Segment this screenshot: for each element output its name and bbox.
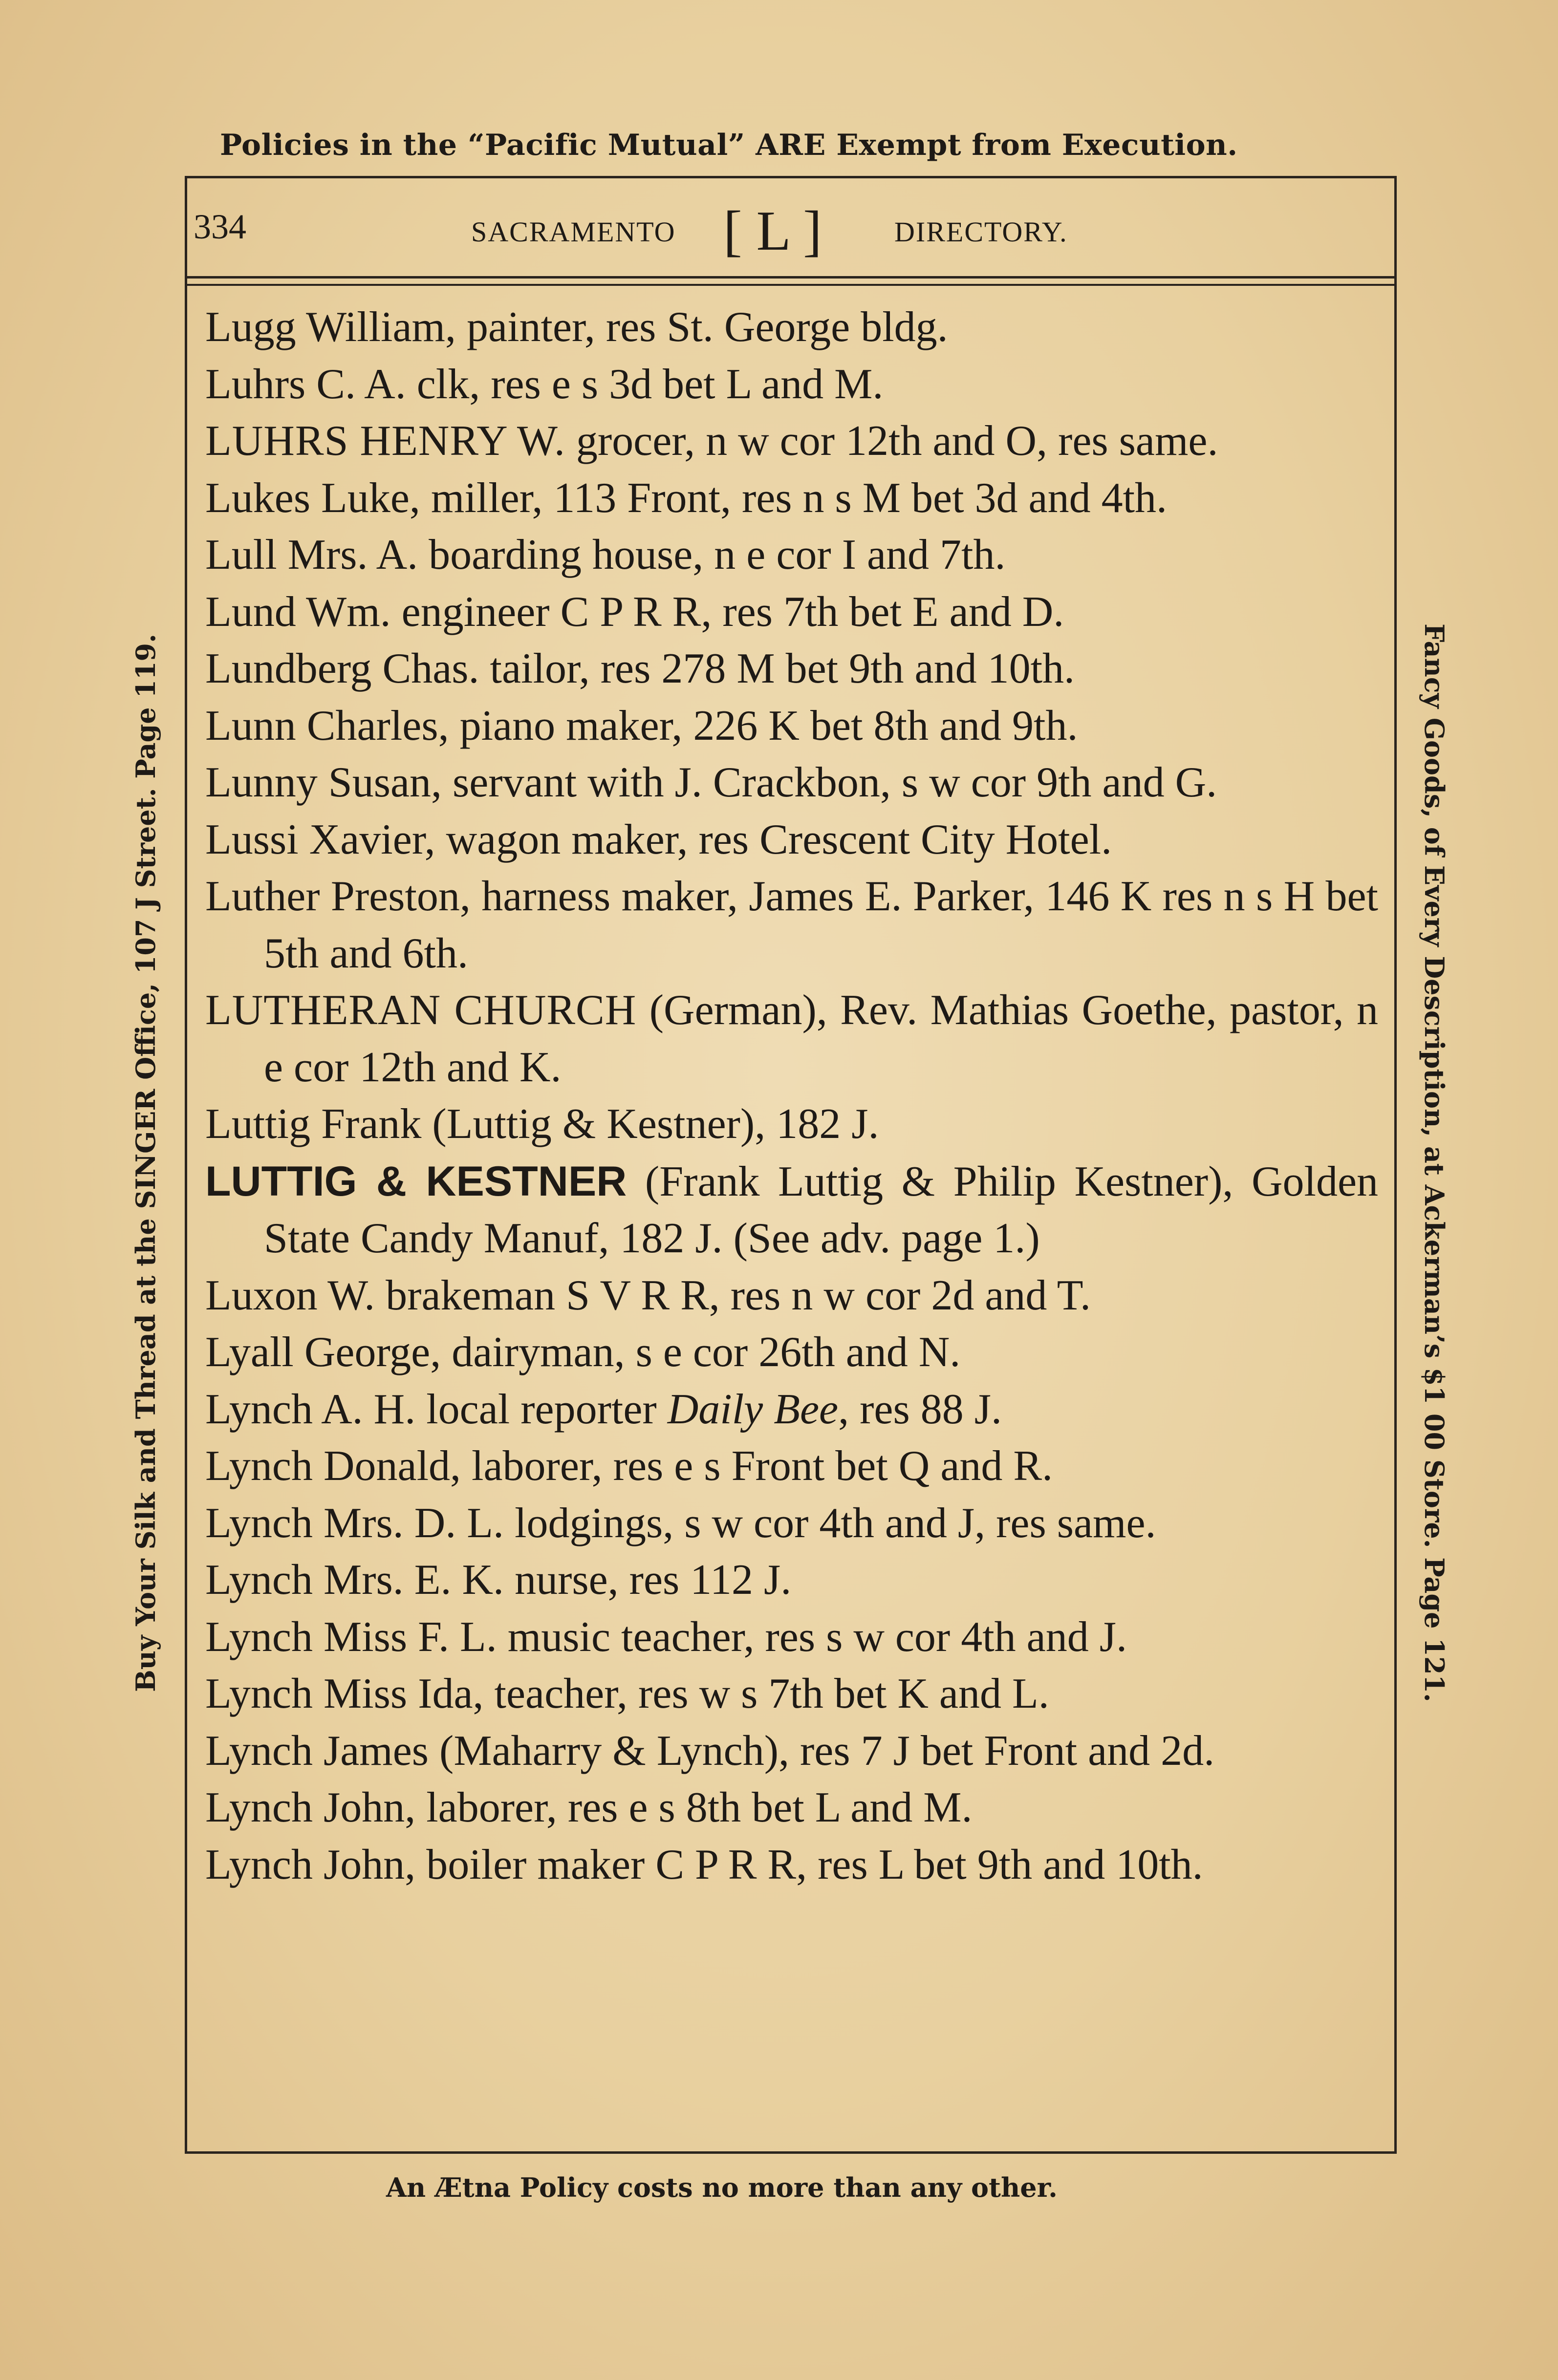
page-number: 334 — [194, 207, 246, 246]
entry-name: Lukes Luke, — [205, 474, 420, 522]
entry-name: Lynch John, — [205, 1841, 416, 1888]
entry-details: piano maker, 226 K bet 8th and 9th. — [449, 702, 1078, 750]
list-item — [205, 982, 1378, 1096]
entry-details: laborer, res e s Front bet Q and R. — [461, 1442, 1053, 1490]
bottom-advert: An Ætna Policy costs no more than any other. — [386, 2172, 1058, 2203]
entry-name: Lund Wm. — [205, 588, 391, 636]
entry-details: harness maker, James E. Parker, 146 K res n s H bet 5th and 6th. — [264, 873, 1378, 977]
list-item — [205, 299, 1378, 356]
entry-details: boarding house, n e cor I and 7th. — [418, 531, 1006, 579]
entry-name: Lynch A. H. — [205, 1385, 416, 1433]
list-item — [205, 1153, 1378, 1267]
entry-name: Lussi Xavier, — [205, 815, 435, 863]
entry-name: Luther Preston, — [205, 873, 471, 920]
right-margin-advert-text: Fancy Goods, of Every Description, at Ackerman’s $1 00 Store. Page 121. — [1419, 623, 1450, 1702]
entry-name: Luttig Frank — [205, 1100, 422, 1148]
entry-details: tailor, res 278 M bet 9th and 10th. — [479, 645, 1075, 692]
entry-name: Lyall George, — [205, 1329, 441, 1376]
entry-details: (German), Rev. Mathias Goethe, pastor, n e cor 12th and K. — [264, 986, 1378, 1091]
list-item — [205, 1837, 1378, 1894]
entry-name: Lynch James — [205, 1727, 429, 1775]
directory-entries — [205, 299, 1378, 1893]
newspaper-name: Daily Bee — [667, 1385, 839, 1433]
entry-details: servant with J. Crackbon, s w cor 9th and G. — [442, 759, 1217, 806]
list-item — [205, 812, 1378, 869]
entry-details: clk, res e s 3d bet L and M. — [406, 360, 884, 408]
entry-details: lodgings, s w cor 4th and J, res same. — [504, 1499, 1156, 1547]
entry-details-end: , res 88 J. — [838, 1385, 1002, 1433]
list-item — [205, 1324, 1378, 1381]
entry-name: Lunn Charles, — [205, 702, 449, 750]
entry-details: local reporter — [415, 1385, 668, 1433]
entry-name: Lynch Donald, — [205, 1442, 461, 1490]
entry-name: LUTHERAN CHURCH — [205, 986, 637, 1034]
entry-name: Lynch Mrs. E. K. — [205, 1556, 504, 1604]
entry-details: laborer, res e s 8th bet L and M. — [415, 1784, 973, 1831]
running-header — [191, 200, 1393, 262]
entry-name: Lunny Susan, — [205, 759, 442, 806]
header-letter: [ L ] — [723, 200, 822, 262]
entry-name: Lynch Mrs. D. L. — [205, 1499, 504, 1547]
entry-name: Lull Mrs. A. — [205, 531, 418, 579]
header-rule — [185, 276, 1397, 279]
entry-details: (Maharry & Lynch), res 7 J bet Front and 2d. — [429, 1727, 1215, 1775]
entry-details: miller, 113 Front, res n s M bet 3d and 4th. — [420, 474, 1168, 522]
list-item — [205, 698, 1378, 755]
entry-details: nurse, res 112 J. — [504, 1556, 792, 1604]
list-item — [205, 1495, 1378, 1552]
header-rule-double — [185, 284, 1397, 286]
entry-details: brakeman S V R R, res n w cor 2d and T. — [375, 1271, 1091, 1319]
list-item — [205, 356, 1378, 413]
list-item — [205, 584, 1378, 641]
entry-name: Luhrs C. A. — [205, 360, 406, 408]
entry-name: LUHRS HENRY W. — [205, 417, 565, 465]
entry-details: (Frank Luttig & Philip Kestner), Golden State Candy Manuf, 182 J. (See adv. page 1.) — [264, 1158, 1378, 1262]
entry-details: music teacher, res s w cor 4th and J. — [497, 1613, 1127, 1661]
entry-name: LUTTIG & KESTNER — [205, 1158, 627, 1205]
entry-name: Lundberg Chas. — [205, 645, 479, 692]
entry-name: Lynch Miss Ida, — [205, 1670, 484, 1717]
list-item — [205, 1096, 1378, 1153]
list-item — [205, 1609, 1378, 1666]
entry-name: Lynch Miss F. L. — [205, 1613, 497, 1661]
list-item — [205, 1381, 1378, 1438]
list-item — [205, 868, 1378, 982]
entry-details: engineer C P R R, res 7th bet E and D. — [390, 588, 1064, 636]
list-item — [205, 1267, 1378, 1325]
list-item — [205, 1438, 1378, 1495]
list-item — [205, 641, 1378, 698]
list-item — [205, 1552, 1378, 1609]
list-item — [205, 1780, 1378, 1837]
list-item — [205, 470, 1378, 527]
entry-name: Lugg William, — [205, 303, 456, 351]
entry-details: dairyman, s e cor 26th and N. — [441, 1329, 961, 1376]
header-title: DIRECTORY. — [894, 216, 1068, 248]
entry-name: Lynch John, — [205, 1784, 416, 1831]
list-item — [205, 413, 1378, 470]
list-item — [205, 1666, 1378, 1723]
left-margin-advert-text: Buy Your Silk and Thread at the SINGER Office, 107 J Street. Page 119. — [130, 634, 161, 1692]
list-item — [205, 754, 1378, 812]
entry-details: teacher, res w s 7th bet K and L. — [483, 1670, 1049, 1717]
entry-details: painter, res St. George bldg. — [456, 303, 948, 351]
header-city: SACRAMENTO — [471, 216, 676, 248]
entry-name: Luxon W. — [205, 1271, 375, 1319]
entry-details: boiler maker C P R R, res L bet 9th and 10th. — [415, 1841, 1203, 1888]
top-advert: Policies in the “Pacific Mutual” ARE Exempt from Execution. — [220, 128, 1238, 162]
entry-details: (Luttig & Kestner), 182 J. — [421, 1100, 879, 1148]
entry-details: wagon maker, res Crescent City Hotel. — [435, 815, 1112, 863]
list-item — [205, 527, 1378, 584]
list-item — [205, 1723, 1378, 1780]
entry-details: grocer, n w cor 12th and O, res same. — [565, 417, 1218, 465]
